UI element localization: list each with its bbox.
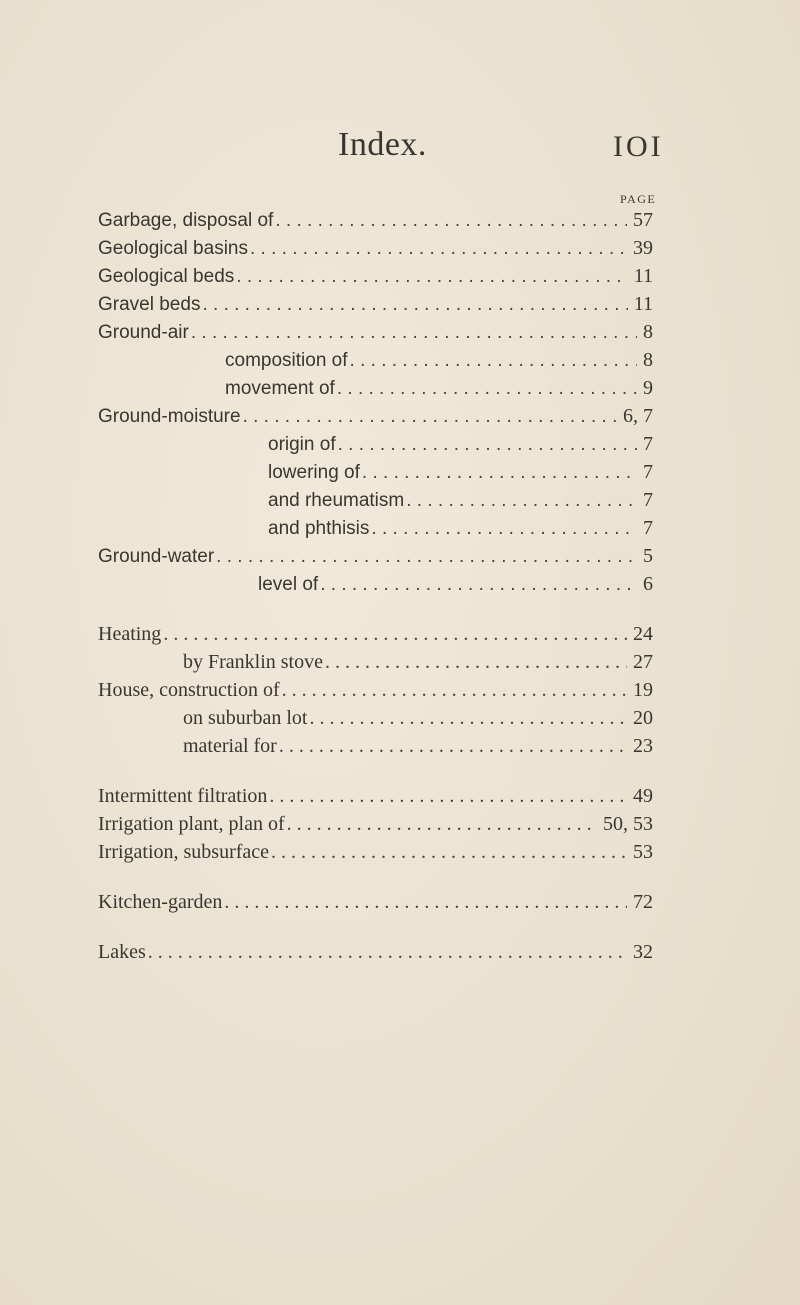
entry-page-ref: 8 <box>643 321 653 343</box>
index-entry <box>98 704 653 732</box>
entry-page-ref: 57 <box>633 209 653 231</box>
entry-label: and phthisis <box>268 518 370 539</box>
dot-leader <box>236 263 627 291</box>
entry-label: Garbage, disposal of <box>98 210 274 231</box>
entry-page-ref: 72 <box>633 891 653 913</box>
index-group <box>98 782 653 866</box>
index-group <box>98 938 653 966</box>
entry-label: lowering of <box>268 462 360 483</box>
dot-leader <box>279 732 627 760</box>
entry-page-ref: 39 <box>633 237 653 259</box>
dot-leader <box>202 291 627 319</box>
dot-leader <box>191 319 637 347</box>
index-entry <box>98 514 653 542</box>
entry-label: level of <box>258 574 319 595</box>
dot-leader <box>148 938 627 966</box>
dot-leader <box>216 543 637 571</box>
dot-leader <box>309 704 627 732</box>
entry-page-ref: 23 <box>633 735 653 757</box>
index-entry <box>98 676 653 704</box>
entry-label: House, construction of <box>98 679 280 701</box>
index-entry <box>98 290 653 318</box>
dot-leader <box>271 838 627 866</box>
entry-page-ref: 19 <box>633 679 653 701</box>
index-entry <box>98 318 653 346</box>
index-entry <box>98 888 653 916</box>
entry-label: movement of <box>225 378 335 399</box>
entry-page-ref: 20 <box>633 707 653 729</box>
dot-leader <box>224 888 627 916</box>
entry-page-ref: 11 <box>633 293 653 315</box>
page-column-label: PAGE <box>620 192 657 206</box>
dot-leader <box>350 347 637 375</box>
dot-leader <box>282 676 627 704</box>
entry-label: material for <box>183 735 277 757</box>
dot-leader <box>250 235 627 263</box>
entry-label: Irrigation plant, plan of <box>98 813 285 835</box>
entry-page-ref: 5 <box>643 545 653 567</box>
entry-page-ref: 53 <box>633 841 653 863</box>
dot-leader <box>269 782 627 810</box>
dot-leader <box>320 571 637 599</box>
entry-label: Heating <box>98 623 162 645</box>
index-entry <box>98 938 653 966</box>
entry-page-ref: 11 <box>633 265 653 287</box>
dot-leader <box>338 431 637 459</box>
entry-label: composition of <box>225 350 348 371</box>
index-entry <box>98 458 653 486</box>
entry-page-ref: 9 <box>643 377 653 399</box>
index-entry <box>98 810 653 838</box>
index-entries <box>98 206 653 988</box>
entry-page-ref: 6 <box>643 573 653 595</box>
entry-page-ref: 32 <box>633 941 653 963</box>
entry-label: on suburban lot <box>183 707 308 729</box>
entry-label: by Franklin stove <box>183 651 323 673</box>
page-number: IOI <box>613 130 664 163</box>
entry-label: Intermittent filtration <box>98 785 268 807</box>
index-entry <box>98 570 653 598</box>
index-entry <box>98 262 653 290</box>
entry-label: Lakes <box>98 941 146 963</box>
entry-page-ref: 7 <box>643 461 653 483</box>
entry-label: Kitchen-garden <box>98 891 223 913</box>
index-entry <box>98 374 653 402</box>
index-entry <box>98 234 653 262</box>
entry-label: origin of <box>268 434 336 455</box>
entry-page-ref: 7 <box>643 489 653 511</box>
index-entry <box>98 486 653 514</box>
entry-page-ref: 24 <box>633 623 653 645</box>
index-entry <box>98 206 653 234</box>
dot-leader <box>243 403 617 431</box>
index-entry <box>98 346 653 374</box>
entry-label: Ground-moisture <box>98 406 241 427</box>
entry-page-ref: 6, 7 <box>623 405 653 427</box>
dot-leader <box>287 810 597 838</box>
index-entry <box>98 838 653 866</box>
dot-leader <box>163 620 627 648</box>
entry-label: Ground-air <box>98 322 189 343</box>
entry-page-ref: 8 <box>643 349 653 371</box>
index-group <box>98 620 653 760</box>
entry-page-ref: 49 <box>633 785 653 807</box>
index-entry <box>98 620 653 648</box>
dot-leader <box>362 459 637 487</box>
entry-label: Geological basins <box>98 238 248 259</box>
index-entry <box>98 648 653 676</box>
entry-label: Irrigation, subsurface <box>98 841 270 863</box>
dot-leader <box>337 375 637 403</box>
dot-leader <box>275 207 627 235</box>
index-entry <box>98 732 653 760</box>
entry-label: Geological beds <box>98 266 235 287</box>
entry-label: Gravel beds <box>98 294 201 315</box>
dot-leader <box>325 648 627 676</box>
entry-page-ref: 7 <box>643 517 653 539</box>
entry-page-ref: 50, 53 <box>603 813 653 835</box>
dot-leader <box>371 515 637 543</box>
entry-label: Ground-water <box>98 546 215 567</box>
index-group <box>98 206 653 598</box>
index-entry <box>98 430 653 458</box>
entry-page-ref: 7 <box>643 433 653 455</box>
index-group <box>98 888 653 916</box>
index-entry <box>98 402 653 430</box>
index-entry <box>98 782 653 810</box>
page-title: Index. <box>338 126 427 163</box>
dot-leader <box>406 487 637 515</box>
entry-label: and rheumatism <box>268 490 405 511</box>
index-entry <box>98 542 653 570</box>
entry-page-ref: 27 <box>633 651 653 673</box>
